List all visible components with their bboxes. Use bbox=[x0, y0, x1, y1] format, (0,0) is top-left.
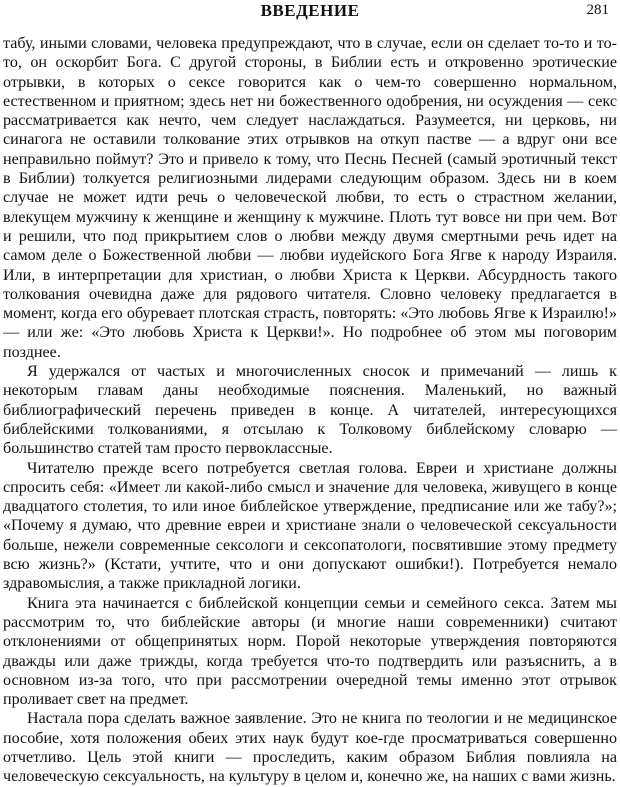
paragraph-3: Читателю прежде всего потребуется светлая голова. Евреи и христиане должны спросить себя: «Имеет ли какой-либо смысл и значение для человека, живущего в конце двадцатого столетия, то или иное библейское утверждение, предписание или же табу?»; «Почему я думаю, что древние евреи и христиане знали о человеческой сексуальности больше, нежели современные сексологи и сексопатологи, посвятившие этому предмету всю жизнь?» (Кстати, учтите, что и они допускают ошибки!). Потребуется немало здравомыслия, а также прикладной логики. bbox=[3, 459, 617, 593]
page-number: 281 bbox=[586, 2, 609, 18]
body-text bbox=[3, 34, 617, 787]
running-header bbox=[3, 0, 617, 22]
paragraph-5: Настала пора сделать важное заявление. Это не книга по теологии и не медицинское пособие, хотя положения обеих этих наук будут кое-где просматриваться совершенно отчетливо. Цель этой книги — проследить, каким образом Библия повлияла на человеческую сексуальность, на культуру в целом и, конечно же, на наших с вами жизнь. bbox=[3, 710, 617, 786]
paragraph-4: Книга эта начинается с библейской концепции семьи и семейного секса. Затем мы рассмотрим то, что библейские авторы (и многие наши современники) считают отклонениями от общепринятых норм. Порой некоторые утверждения повторяются дважды или даже трижды, когда требуется что-то подтвердить или разъяснить, а в основном из-за того, что при рассмотрении очередной темы именно этот отрывок проливает свет на предмет. bbox=[3, 594, 617, 709]
chapter-title: ВВЕДЕНИЕ bbox=[260, 1, 360, 20]
paragraph-1: табу, иными словами, человека предупреждают, что в случае, если он сделает то-то и то-то, он оскорбит Бога. С другой стороны, в Библии есть и откровенно эротические отрывки, в которых о сексе говорится как о чем-то совершенно нормальном, естественном и приятном; здесь нет ни божественного одобрения, ни осуждения — секс рассматривается как нечто, чем следует наслаждаться. Разумеется, ни церковь, ни синагога не оставили толкование этих отрывков на откуп пастве — а вдруг они все неправильно поймут? Это и привело к тому, что Песнь Песней (самый эротичный текст в Библии) толкуется религиозными лидерами следующим образом. Здесь ни в коем случае не может идти речь о человеческой любви, то есть о страстном желании, влекущем мужчину к женщине и женщину к мужчине. Плоть тут вовсе ни при чем. Вот и решили, что под прикрытием слов о любви между двумя смертными речь идет на самом деле о Божественной любви — любви иудейского Бога Ягве к народу Израиля. Или, в интерпретации для христиан, о любви Христа к Церкви. Абсурдность такого толкования очевидна даже для рядового читателя. Словно человеку предлагается в момент, когда его обуревает плотская страсть, повторять: «Это любовь Ягве к Израилю!» — или же: «Это любовь Христа к Церкви!». Но подробнее об этом мы поговорим позднее. bbox=[3, 35, 617, 361]
paragraph-2: Я удержался от частых и многочисленных сносок и примечаний — лишь к некоторым главам даны необходимые пояснения. Маленький, но важный библиографический перечень приведен в конце. А читателей, интересующихся библейскими толкованиями, я отсылаю к Толковому библейскому словарю — большинство статей там просто первоклассные. bbox=[3, 363, 617, 458]
